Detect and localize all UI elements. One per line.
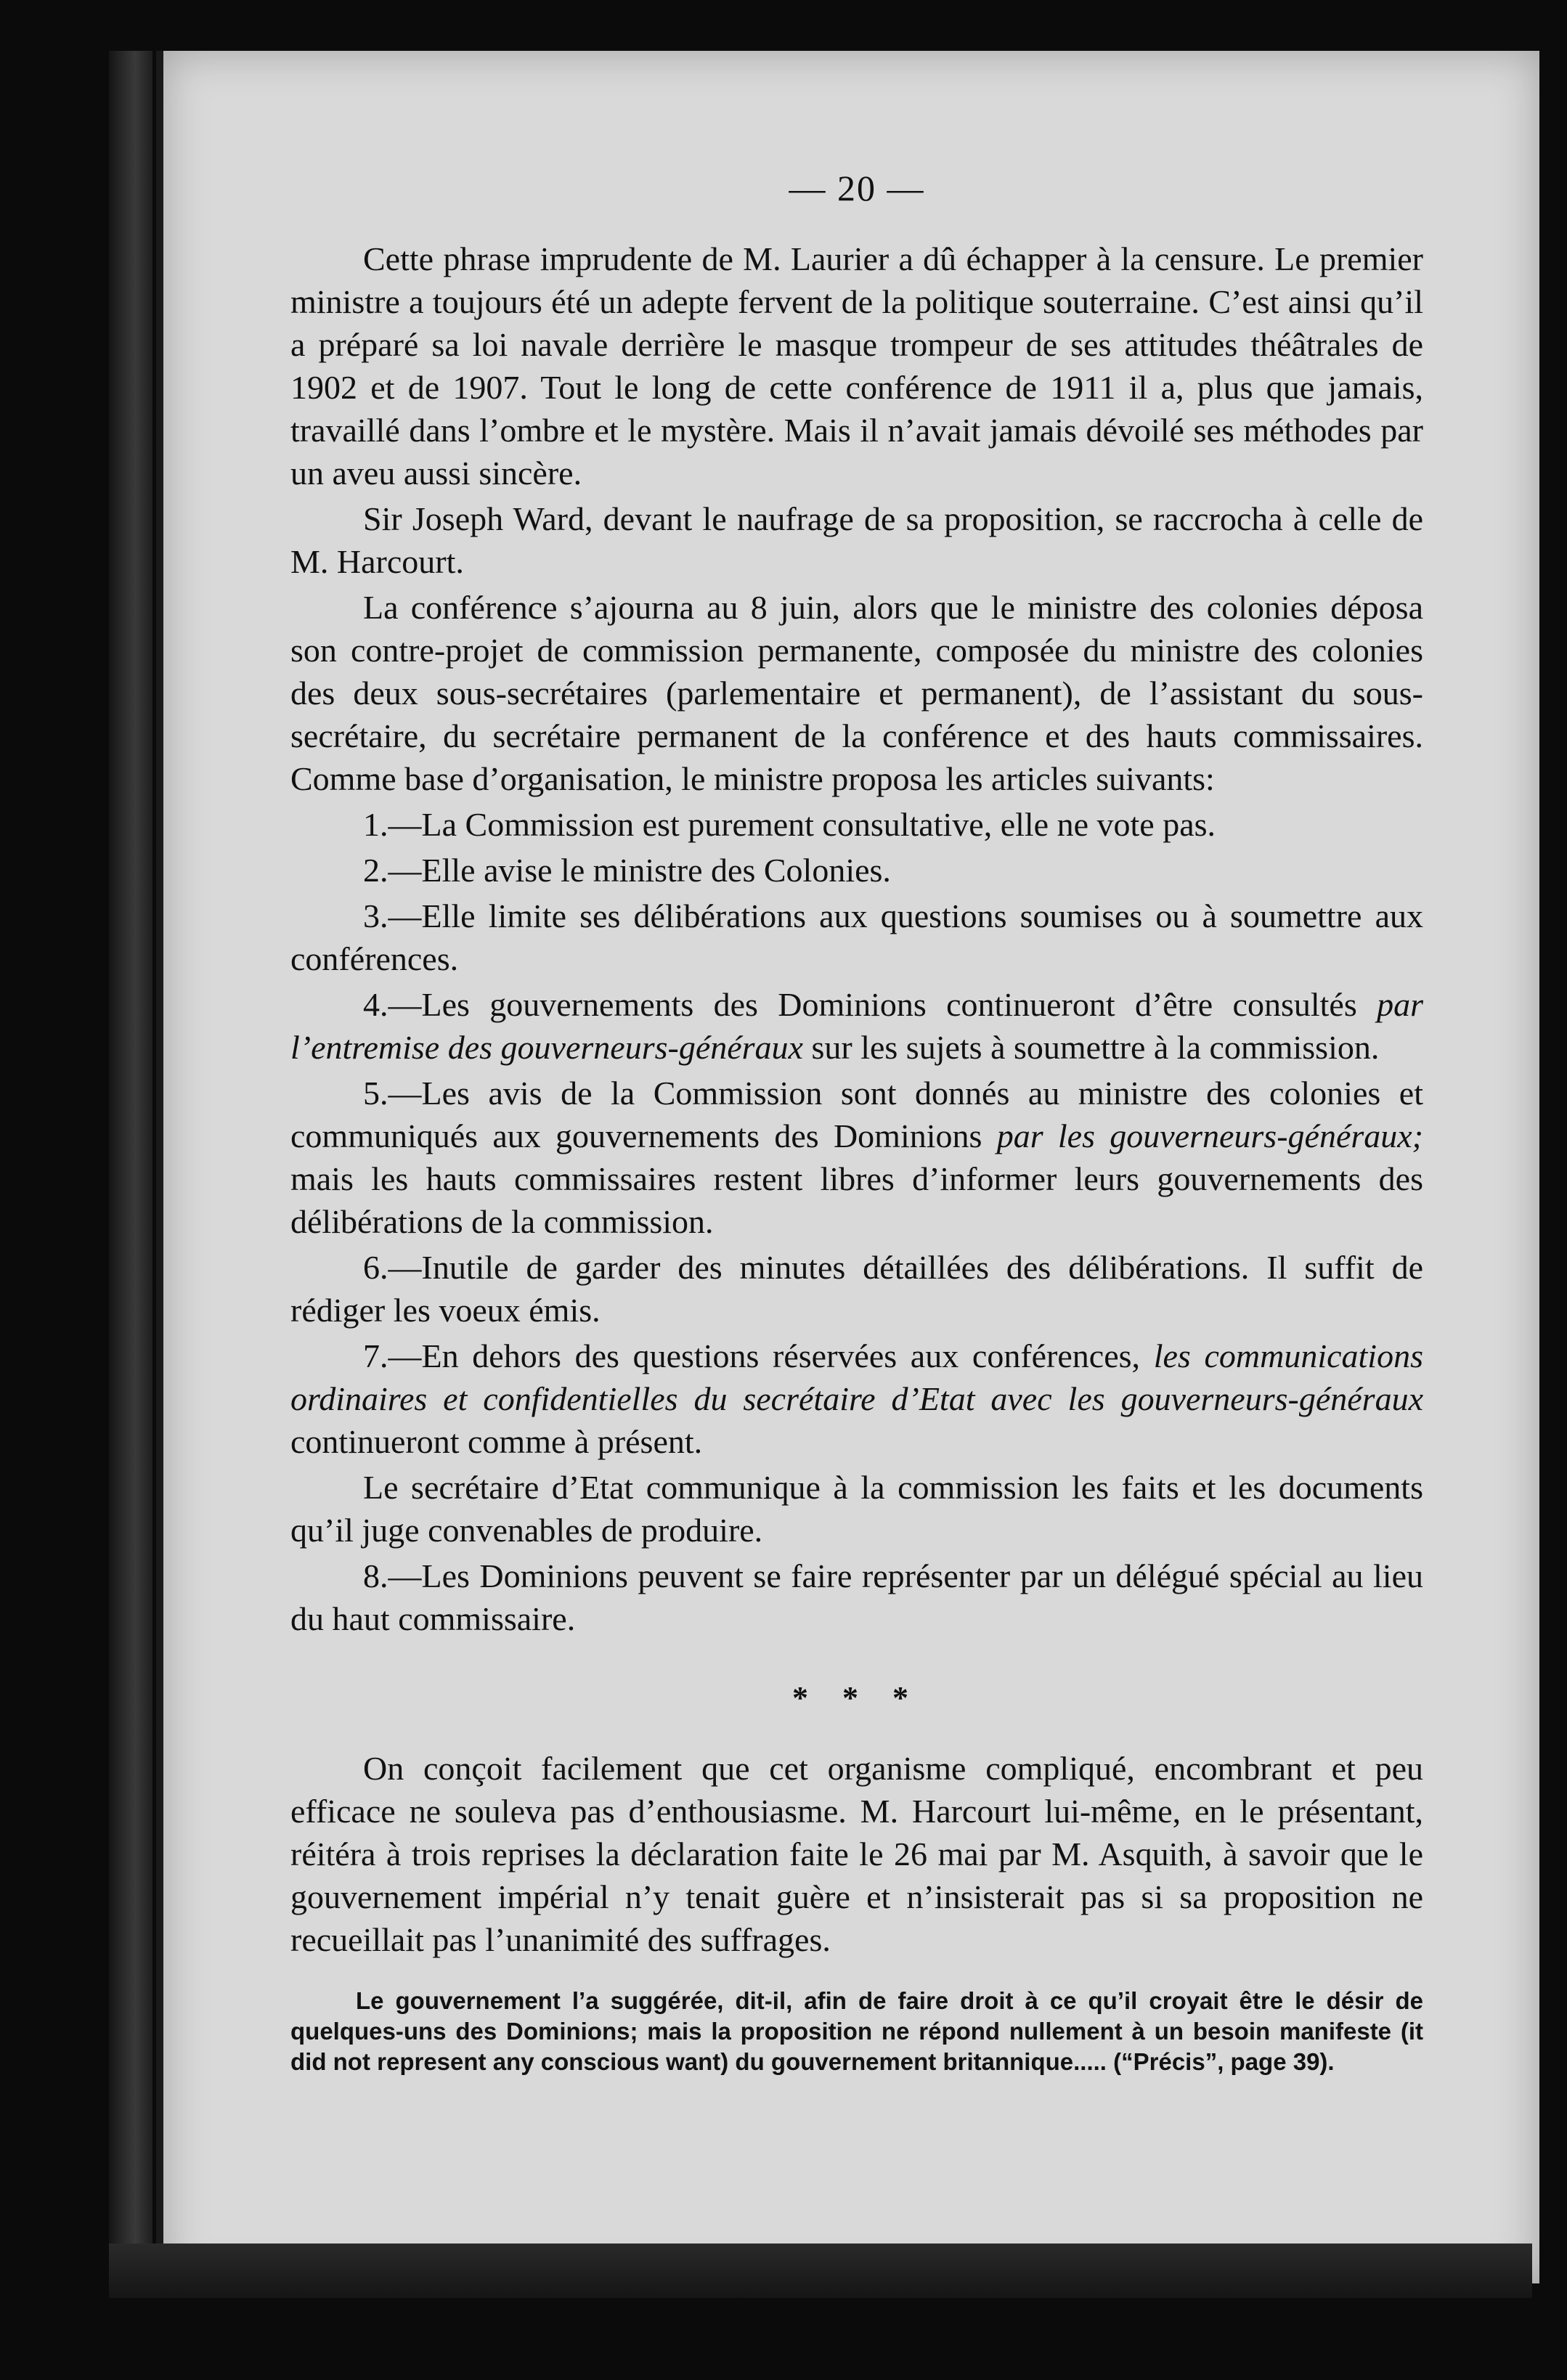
page-number: — 20 — [789, 168, 925, 208]
article-7-continued: Le secrétaire d’Etat communique à la commission les faits et les documents qu’il juge convenables de produire. [290, 1469, 1423, 1549]
section-separator: * * * [792, 1680, 921, 1716]
article-8: 8.—Les Dominions peuvent se faire représenter par un délégué spécial au lieu du haut commissaire. [290, 1557, 1423, 1637]
paragraph-ward: Sir Joseph Ward, devant le naufrage de sa proposition, se raccrocha à celle de M. Harcourt. [290, 500, 1423, 580]
article-6: 6.—Inutile de garder des minutes détaillées des délibérations. Il suffit de rédiger les voeux émis. [290, 1249, 1423, 1329]
scanned-page [156, 51, 1539, 2283]
article-1: 1.—La Commission est purement consultative, elle ne vote pas. [363, 806, 1216, 843]
footnote-quote: Le gouvernement l’a suggérée, dit-il, afin de faire droit à ce qu’il croyait être le désir de quelques-uns des Dominions; mais la proposition ne répond nullement à un besoin manifeste (it did not represent any conscious want) du gouvernement britannique..... (“Précis”, page 39). [290, 1987, 1423, 2075]
article-4-text: 4.—Les gouvernements des Dominions continueront d’être consultés [363, 986, 1377, 1023]
paragraph-conference: La conférence s’ajourna au 8 juin, alors que le ministre des colonies déposa son contre-projet de commission permanente, composée du ministre des colonies des deux sous-secrétaires (parlementaire et permanent), de l’assistant du sous-secrétaire, du secrétaire permanent de la conférence et des hauts commissaires. Comme base d’organisation, le ministre proposa les articles suivants: [290, 589, 1423, 797]
article-5-text: 5.—Les avis de la Commission sont donnés au ministre des colonies et communiqués aux gouvernements des Dominions [290, 1075, 1423, 1154]
article-4 [290, 983, 1423, 1069]
article-4-end: sur les sujets à soumettre à la commission. [802, 1029, 1380, 1066]
article-2: 2.—Elle avise le ministre des Colonies. [363, 852, 891, 889]
article-3: 3.—Elle limite ses délibérations aux questions soumises ou à soumettre aux conférences. [290, 897, 1423, 977]
article-7-italic: les communications ordinaires et confidentielles du secrétaire d’Etat avec les gouverneurs-généraux [290, 1337, 1423, 1417]
article-7 [290, 1334, 1423, 1463]
scan-bottom-edge [109, 2244, 1532, 2298]
article-7-text: 7.—En dehors des questions réservées aux conférences, [363, 1337, 1154, 1374]
scan-binding-edge [109, 51, 152, 2287]
article-5 [290, 1072, 1423, 1243]
article-7-end: continueront comme à présent. [290, 1423, 703, 1460]
article-5-end: mais les hauts commissaires restent libres d’informer leurs gouvernements des délibérations de la commission. [290, 1160, 1423, 1240]
page-content [290, 167, 1423, 2101]
paragraph-laurier: Cette phrase imprudente de M. Laurier a dû échapper à la censure. Le premier ministre a toujours été un adepte fervent de la politique souterraine. C’est ainsi qu’il a préparé sa loi navale derrière le masque trompeur de ses attitudes théâtrales de 1902 et de 1907. Tout le long de cette conférence de 1911 il a, plus que jamais, travaillé dans l’ombre et le mystère. Mais il n’avait jamais dévoilé ses méthodes par un aveu aussi sincère. [290, 240, 1423, 492]
closing-paragraph: On conçoit facilement que cet organisme compliqué, encombrant et peu efficace ne souleva pas d’enthousiasme. M. Harcourt lui-même, en le présentant, réitéra à trois reprises la déclaration faite le 26 mai par M. Asquith, à savoir que le gouvernement impérial n’y tenait guère et n’insisterait pas si sa proposition ne recueillait pas l’unanimité des suffrages. [290, 1750, 1423, 1958]
article-5-italic: par les gouverneurs-généraux; [996, 1117, 1424, 1154]
article-4-italic: par l’entremise des gouverneurs-généraux [290, 986, 1423, 1066]
